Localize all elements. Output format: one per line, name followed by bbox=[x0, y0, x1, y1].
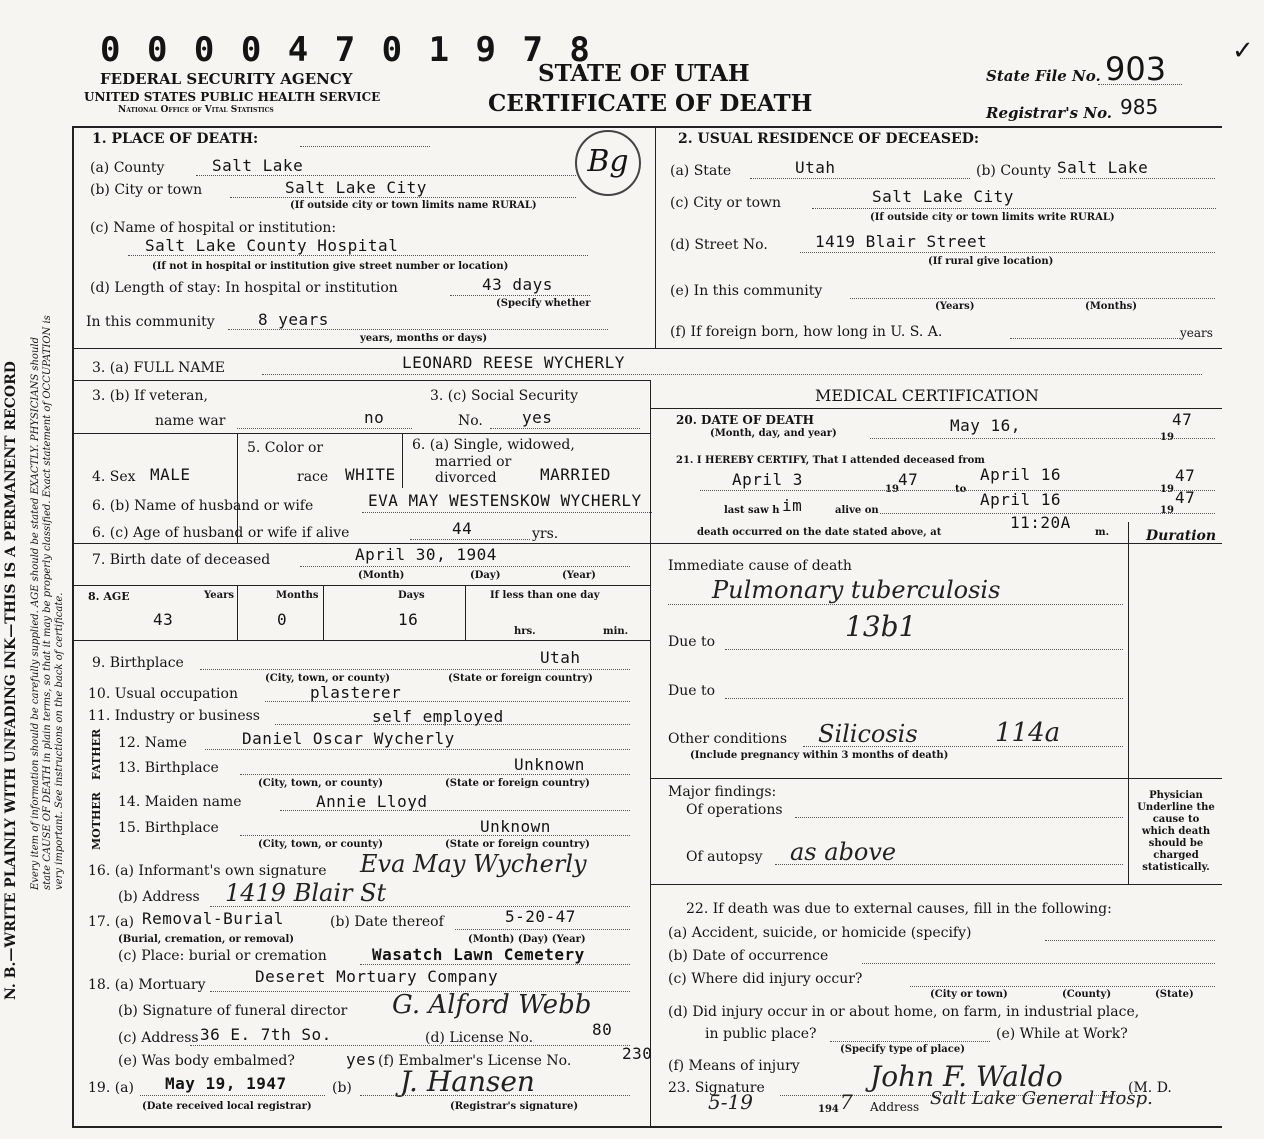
external-date-label: (b) Date of occurrence bbox=[668, 948, 829, 964]
registrar-signature-label: (b) bbox=[332, 1080, 352, 1096]
external-causes-label: 22. If death was due to external causes, fill in the following: bbox=[686, 901, 1112, 917]
embalmed-value: yes bbox=[346, 1050, 377, 1069]
medical-certification-heading: MEDICAL CERTIFICATION bbox=[815, 386, 1039, 405]
embalmer-license-value: 230 bbox=[622, 1044, 653, 1063]
external-home-label-2: in public place? bbox=[705, 1026, 817, 1042]
residence-city-value: Salt Lake City bbox=[872, 187, 1014, 206]
certificate-title: CERTIFICATE OF DEATH bbox=[488, 90, 813, 117]
marital-label-line2: married or bbox=[435, 454, 512, 470]
margin-instruction-line-1: Every item of information should be carefully supplied. AGE should be stated EXACTLY. PHYSICIANS should bbox=[30, 337, 41, 890]
spouse-age-value: 44 bbox=[452, 519, 473, 538]
residence-months-note: (Months) bbox=[1085, 301, 1137, 312]
length-of-stay-note: (Specify whether bbox=[496, 298, 591, 309]
due-to-2-label: Due to bbox=[668, 683, 716, 699]
informant-address-label: (b) Address bbox=[118, 889, 200, 905]
alive-on-year: 47 bbox=[1175, 488, 1196, 507]
marital-label-line3: divorced bbox=[435, 470, 497, 486]
marital-label-line1: 6. (a) Single, widowed, bbox=[412, 437, 575, 453]
death-occurred-label: death occurred on the date stated above, at bbox=[697, 527, 942, 538]
funeral-director-label: (b) Signature of funeral director bbox=[118, 1003, 348, 1019]
external-county-note: (County) bbox=[1062, 989, 1112, 1000]
removal-date-note: (Month) (Day) (Year) bbox=[468, 934, 586, 945]
birth-date-value: April 30, 1904 bbox=[355, 545, 497, 564]
registrar-signature-note: (Registrar's signature) bbox=[450, 1101, 579, 1112]
certify-label: 21. I HEREBY CERTIFY, That I attended deceased from bbox=[676, 455, 985, 466]
date-received-label: 19. (a) bbox=[88, 1080, 134, 1096]
margin-instruction-line-3: very important. See instructions on the back of certificate. bbox=[54, 592, 65, 890]
service-name: UNITED STATES PUBLIC HEALTH SERVICE bbox=[84, 90, 381, 104]
informant-address: 1419 Blair St bbox=[225, 879, 387, 907]
residence-street-label: (d) Street No. bbox=[670, 237, 768, 253]
mortuary-address-label: (c) Address bbox=[118, 1030, 199, 1046]
mortuary-label: 18. (a) Mortuary bbox=[88, 977, 206, 993]
informant-signature: Eva May Wycherly bbox=[360, 850, 587, 878]
age-years-label: Years bbox=[204, 590, 235, 601]
attended-to-value: April 16 bbox=[980, 465, 1062, 484]
immediate-cause-value: Pulmonary tuberculosis bbox=[712, 576, 1001, 604]
mother-state-note: (State or foreign country) bbox=[445, 839, 590, 850]
age-days-value: 16 bbox=[398, 610, 419, 629]
date-of-death-value: May 16, bbox=[950, 416, 1021, 435]
death-city-label: (b) City or town bbox=[90, 182, 203, 198]
birth-day-note: (Day) bbox=[470, 570, 501, 581]
father-city-note: (City, town, or county) bbox=[258, 778, 383, 789]
father-birthplace-label: 13. Birthplace bbox=[118, 760, 219, 776]
birth-month-note: (Month) bbox=[358, 570, 405, 581]
birthplace-value: Utah bbox=[540, 648, 581, 667]
date-of-death-label: 20. DATE OF DEATH bbox=[676, 413, 814, 427]
mother-name-label: 14. Maiden name bbox=[118, 794, 242, 810]
removal-note: (Burial, cremation, or removal) bbox=[118, 934, 294, 945]
funeral-director-signature: G. Alford Webb bbox=[392, 990, 592, 1020]
serial-number: 0 0 0 0 4 7 0 1 9 7 8 bbox=[100, 30, 593, 70]
external-city-note: (City or town) bbox=[930, 989, 1008, 1000]
date-of-death-year: 47 bbox=[1172, 410, 1193, 429]
father-tag: FATHER bbox=[90, 728, 103, 780]
state-file-number: 903 bbox=[1105, 50, 1167, 88]
md-label: (M. D. bbox=[1128, 1080, 1172, 1096]
while-at-work-label: (e) While at Work? bbox=[996, 1026, 1128, 1042]
external-state-note: (State) bbox=[1155, 989, 1194, 1000]
father-name-label: 12. Name bbox=[118, 735, 187, 751]
alive-on-value: April 16 bbox=[980, 490, 1062, 509]
industry-value: self employed bbox=[372, 707, 504, 726]
veteran-label: 3. (b) If veteran, bbox=[92, 388, 208, 404]
attended-to-year: 47 bbox=[1175, 466, 1196, 485]
attended-from-year: 47 bbox=[898, 470, 919, 489]
date-received-value: May 19, 1947 bbox=[165, 1074, 287, 1093]
hospital-note: (If not in hospital or institution give street number or location) bbox=[152, 261, 509, 272]
social-security-label: 3. (c) Social Security bbox=[430, 388, 579, 404]
war-label: name war bbox=[155, 413, 226, 429]
office-name: National Office of Vital Statistics bbox=[118, 105, 274, 115]
embalmer-license-label: (f) Embalmer's License No. bbox=[378, 1053, 572, 1069]
margin-instruction-line-2: state CAUSE OF DEATH in plain terms, so that it may be properly classified. Exact statement of OCCUPATION is bbox=[42, 315, 53, 890]
autopsy-value: as above bbox=[790, 838, 897, 866]
spouse-age-label: 6. (c) Age of husband or wife if alive bbox=[92, 525, 350, 541]
registrar-signature: J. Hansen bbox=[400, 1065, 535, 1098]
mortuary-address-value: 36 E. 7th So. bbox=[200, 1025, 332, 1044]
embalmed-label: (e) Was body embalmed? bbox=[118, 1053, 295, 1069]
birthplace-label: 9. Birthplace bbox=[92, 655, 184, 671]
residence-state-value: Utah bbox=[795, 158, 836, 177]
informant-signature-label: 16. (a) Informant's own signature bbox=[88, 863, 327, 879]
birthplace-city-note: (City, town, or county) bbox=[265, 673, 390, 684]
attended-from-prefix: 19 bbox=[885, 484, 899, 495]
age-years-value: 43 bbox=[153, 610, 174, 629]
hospital-label: (c) Name of hospital or institution: bbox=[90, 220, 337, 236]
father-state-note: (State or foreign country) bbox=[445, 778, 590, 789]
marital-value: MARRIED bbox=[540, 465, 611, 484]
hours-label: hrs. bbox=[514, 626, 536, 637]
hospital-value: Salt Lake County Hospital bbox=[145, 236, 399, 255]
alive-on-label: alive on bbox=[835, 505, 879, 516]
last-saw-label: last saw h bbox=[724, 505, 780, 516]
physician-address: Salt Lake General Hosp. bbox=[930, 1088, 1153, 1109]
cause-code-value: 13b1 bbox=[845, 610, 917, 643]
residence-city-label: (c) City or town bbox=[670, 195, 782, 211]
father-name-value: Daniel Oscar Wycherly bbox=[242, 729, 455, 748]
removal-label: 17. (a) bbox=[88, 914, 134, 930]
checkmark-icon: ✓ bbox=[1232, 36, 1254, 66]
date-of-death-year-prefix: 19 bbox=[1160, 432, 1174, 443]
state-file-label: State File No. bbox=[986, 67, 1101, 85]
removal-date-value: 5-20-47 bbox=[505, 907, 576, 926]
duration-label: Duration bbox=[1146, 528, 1217, 544]
social-security-value: yes bbox=[522, 408, 553, 427]
residence-street-note: (If rural give location) bbox=[928, 256, 1054, 267]
other-conditions-code: 114a bbox=[995, 718, 1061, 748]
other-conditions-value: Silicosis bbox=[818, 720, 918, 748]
full-name-value: LEONARD REESE WYCHERLY bbox=[402, 353, 625, 372]
mother-city-note: (City, town, or county) bbox=[258, 839, 383, 850]
autopsy-label: Of autopsy bbox=[686, 849, 763, 865]
length-of-stay-value: 43 days bbox=[482, 275, 553, 294]
burial-place-label: (c) Place: burial or cremation bbox=[118, 948, 327, 964]
state-title: STATE OF UTAH bbox=[538, 60, 750, 87]
due-to-1-label: Due to bbox=[668, 634, 716, 650]
death-county-label: (a) County bbox=[90, 160, 165, 176]
date-of-death-note: (Month, day, and year) bbox=[710, 428, 837, 439]
war-value: no bbox=[364, 408, 385, 427]
sex-value: MALE bbox=[150, 465, 191, 484]
other-conditions-label: Other conditions bbox=[668, 731, 788, 747]
age-label: 8. AGE bbox=[88, 590, 130, 603]
external-home-label-1: (d) Did injury occur in or about home, on farm, in industrial place, bbox=[668, 1004, 1140, 1020]
signature-year: 7 bbox=[840, 1090, 853, 1114]
margin-permanent-record-note: N. B.—WRITE PLAINLY WITH UNFADING INK—THIS IS A PERMANENT RECORD bbox=[3, 361, 19, 1000]
birthplace-state-note: (State or foreign country) bbox=[448, 673, 593, 684]
race-label: race bbox=[297, 469, 329, 485]
initials-stamp: Bg bbox=[575, 130, 641, 196]
death-community-label: In this community bbox=[86, 314, 215, 330]
other-conditions-note: (Include pregnancy within 3 months of death) bbox=[690, 750, 949, 761]
residence-community-label: (e) In this community bbox=[670, 283, 823, 299]
time-of-death-value: 11:20A bbox=[1010, 513, 1071, 532]
residence-state-label: (a) State bbox=[670, 163, 732, 179]
residence-city-note: (If outside city or town limits write RURAL) bbox=[870, 212, 1115, 223]
alive-on-prefix: 19 bbox=[1160, 505, 1174, 516]
full-name-label: 3. (a) FULL NAME bbox=[92, 360, 225, 376]
physician-signature-label: 23. Signature bbox=[668, 1080, 765, 1096]
operations-label: Of operations bbox=[686, 802, 783, 818]
attended-from-value: April 3 bbox=[732, 470, 803, 489]
major-findings-label: Major findings: bbox=[668, 784, 777, 800]
time-of-death-unit: m. bbox=[1095, 527, 1110, 538]
age-months-value: 0 bbox=[277, 610, 288, 629]
residence-county-value: Salt Lake bbox=[1057, 158, 1149, 177]
spouse-name-value: EVA MAY WESTENSKOW WYCHERLY bbox=[368, 491, 642, 510]
death-community-note: years, months or days) bbox=[360, 333, 488, 344]
residence-heading: 2. USUAL RESIDENCE OF DECEASED: bbox=[678, 131, 980, 147]
death-county-value: Salt Lake bbox=[212, 156, 304, 175]
social-security-no-label: No. bbox=[458, 413, 483, 429]
license-value: 80 bbox=[592, 1020, 613, 1039]
residence-street-value: 1419 Blair Street bbox=[815, 232, 988, 251]
means-of-injury-label: (f) Means of injury bbox=[668, 1058, 800, 1074]
external-where-label: (c) Where did injury occur? bbox=[668, 971, 863, 987]
attended-to-label: to bbox=[955, 484, 967, 495]
mother-birthplace-label: 15. Birthplace bbox=[118, 820, 219, 836]
mother-name-value: Annie Lloyd bbox=[316, 792, 428, 811]
father-birthplace-value: Unknown bbox=[514, 755, 585, 774]
external-specify-note: (Specify type of place) bbox=[840, 1044, 965, 1055]
physician-instruction-note: Physician Underline the cause to which death should be charged statistically. bbox=[1137, 790, 1215, 873]
death-community-value: 8 years bbox=[258, 310, 329, 329]
birth-year-note: (Year) bbox=[562, 570, 596, 581]
attended-to-prefix: 19 bbox=[1160, 484, 1174, 495]
residence-county-label: (b) County bbox=[976, 163, 1052, 179]
race-value: WHITE bbox=[345, 465, 396, 484]
spouse-name-label: 6. (b) Name of husband or wife bbox=[92, 498, 314, 514]
color-label: 5. Color or bbox=[247, 440, 324, 456]
signature-date: 5-19 bbox=[708, 1090, 753, 1114]
minutes-label: min. bbox=[603, 626, 629, 637]
license-label: (d) License No. bbox=[425, 1030, 534, 1046]
registrar-number: 985 bbox=[1120, 95, 1159, 119]
agency-name: FEDERAL SECURITY AGENCY bbox=[100, 70, 353, 88]
signature-year-prefix: 194 bbox=[818, 1104, 839, 1115]
sex-label: 4. Sex bbox=[92, 469, 136, 485]
birth-date-label: 7. Birth date of deceased bbox=[92, 552, 271, 568]
place-of-death-heading: 1. PLACE OF DEATH: bbox=[92, 131, 259, 147]
death-city-value: Salt Lake City bbox=[285, 178, 427, 197]
last-saw-value: im bbox=[782, 496, 803, 515]
less-than-day-label: If less than one day bbox=[490, 590, 600, 601]
mother-birthplace-value: Unknown bbox=[480, 817, 551, 836]
age-days-label: Days bbox=[398, 590, 425, 601]
registrar-number-label: Registrar's No. bbox=[986, 104, 1113, 122]
physician-signature: John F. Waldo bbox=[870, 1060, 1063, 1093]
occupation-value: plasterer bbox=[310, 683, 402, 702]
mother-tag: MOTHER bbox=[90, 792, 103, 850]
occupation-label: 10. Usual occupation bbox=[88, 686, 238, 702]
burial-place-value: Wasatch Lawn Cemetery bbox=[372, 945, 585, 964]
immediate-cause-label: Immediate cause of death bbox=[668, 558, 852, 574]
age-months-label: Months bbox=[276, 590, 319, 601]
residence-years-note: (Years) bbox=[935, 301, 975, 312]
industry-label: 11. Industry or business bbox=[88, 708, 260, 724]
date-received-note: (Date received local registrar) bbox=[142, 1101, 312, 1112]
death-city-note: (If outside city or town limits name RURAL) bbox=[290, 200, 537, 211]
foreign-born-label: (f) If foreign born, how long in U. S. A. bbox=[670, 324, 943, 340]
removal-value: Removal-Burial bbox=[142, 909, 284, 928]
physician-address-label: Address bbox=[870, 1100, 920, 1114]
mortuary-value: Deseret Mortuary Company bbox=[255, 967, 499, 986]
foreign-born-unit: years bbox=[1180, 326, 1213, 340]
removal-date-label: (b) Date thereof bbox=[330, 914, 444, 930]
external-accident-label: (a) Accident, suicide, or homicide (specify) bbox=[668, 925, 972, 941]
length-of-stay-label: (d) Length of stay: In hospital or institution bbox=[90, 280, 398, 296]
spouse-age-unit: yrs. bbox=[532, 526, 559, 542]
